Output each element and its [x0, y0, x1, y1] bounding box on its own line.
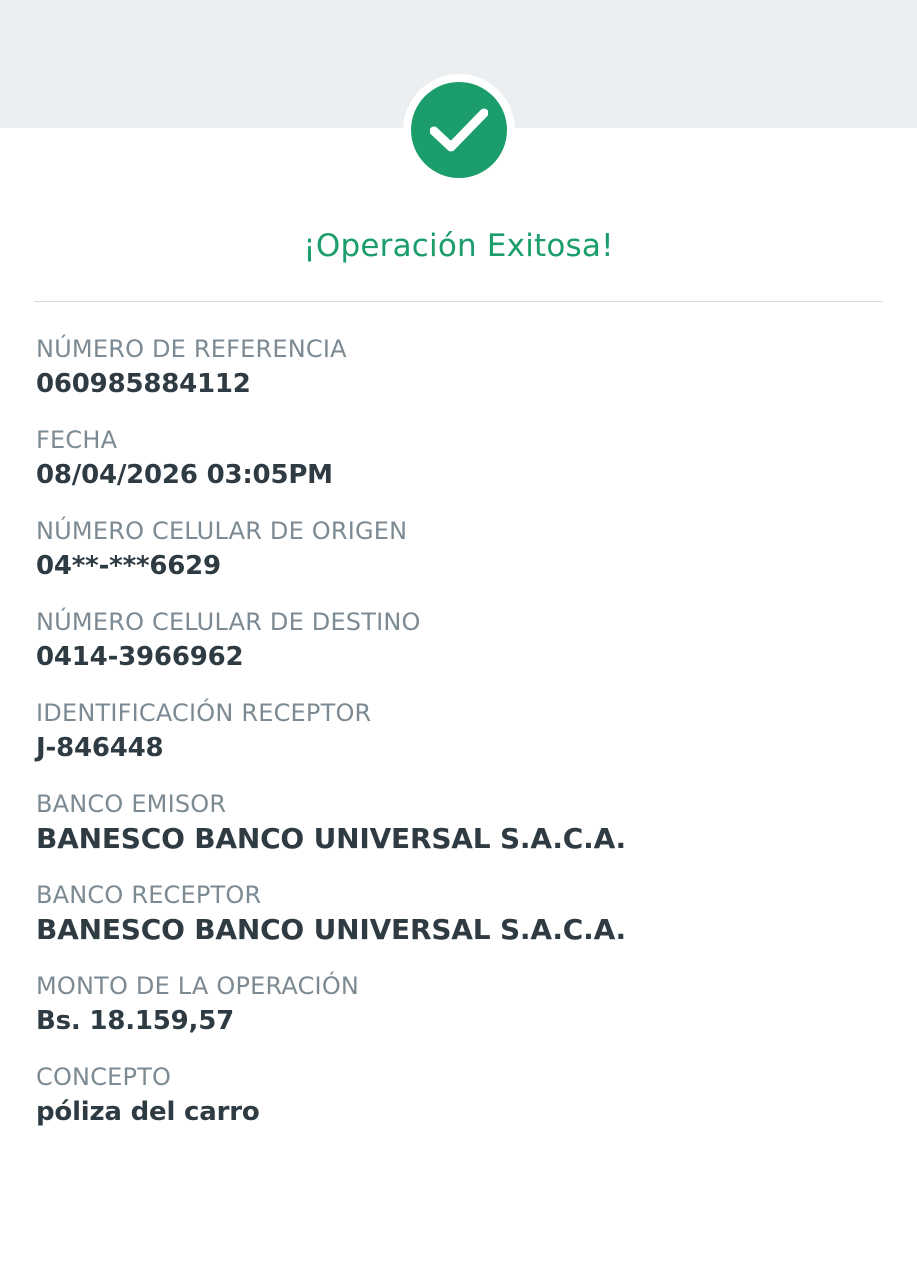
field-value: 04**-***6629	[36, 551, 221, 581]
field-label: FECHA	[36, 426, 118, 454]
field-fecha	[36, 425, 886, 492]
field-label: NÚMERO CELULAR DE ORIGEN	[36, 517, 408, 545]
field-value: 060985884112	[36, 369, 251, 399]
field-banco-receptor	[36, 880, 886, 947]
field-identificacion-receptor	[36, 698, 886, 765]
field-label: MONTO DE LA OPERACIÓN	[36, 972, 360, 1000]
divider	[34, 301, 883, 302]
field-concepto	[36, 1062, 886, 1129]
success-icon-container	[403, 74, 515, 186]
field-value: J-846448	[36, 733, 164, 763]
field-label: CONCEPTO	[36, 1063, 172, 1091]
field-monto-de-la-operacion	[36, 971, 886, 1038]
page-title: ¡Operación Exitosa!	[303, 228, 614, 264]
field-value: Bs. 18.159,57	[36, 1006, 235, 1036]
field-banco-emisor	[36, 789, 886, 856]
field-value: 08/04/2026 03:05PM	[36, 460, 333, 490]
field-value: póliza del carro	[36, 1097, 260, 1127]
field-numero-de-referencia	[36, 334, 886, 401]
field-value: BANESCO BANCO UNIVERSAL S.A.C.A.	[36, 822, 626, 855]
field-numero-celular-de-destino	[36, 607, 886, 674]
check-circle-icon	[411, 82, 507, 178]
field-label: NÚMERO CELULAR DE DESTINO	[36, 608, 421, 636]
field-value: 0414-3966962	[36, 642, 244, 672]
receipt-details	[36, 334, 886, 1129]
field-label: NÚMERO DE REFERENCIA	[36, 335, 347, 363]
field-numero-celular-de-origen	[36, 516, 886, 583]
field-value: BANESCO BANCO UNIVERSAL S.A.C.A.	[36, 913, 626, 946]
field-label: IDENTIFICACIÓN RECEPTOR	[36, 699, 372, 727]
field-label: BANCO EMISOR	[36, 790, 227, 818]
field-label: BANCO RECEPTOR	[36, 881, 262, 909]
